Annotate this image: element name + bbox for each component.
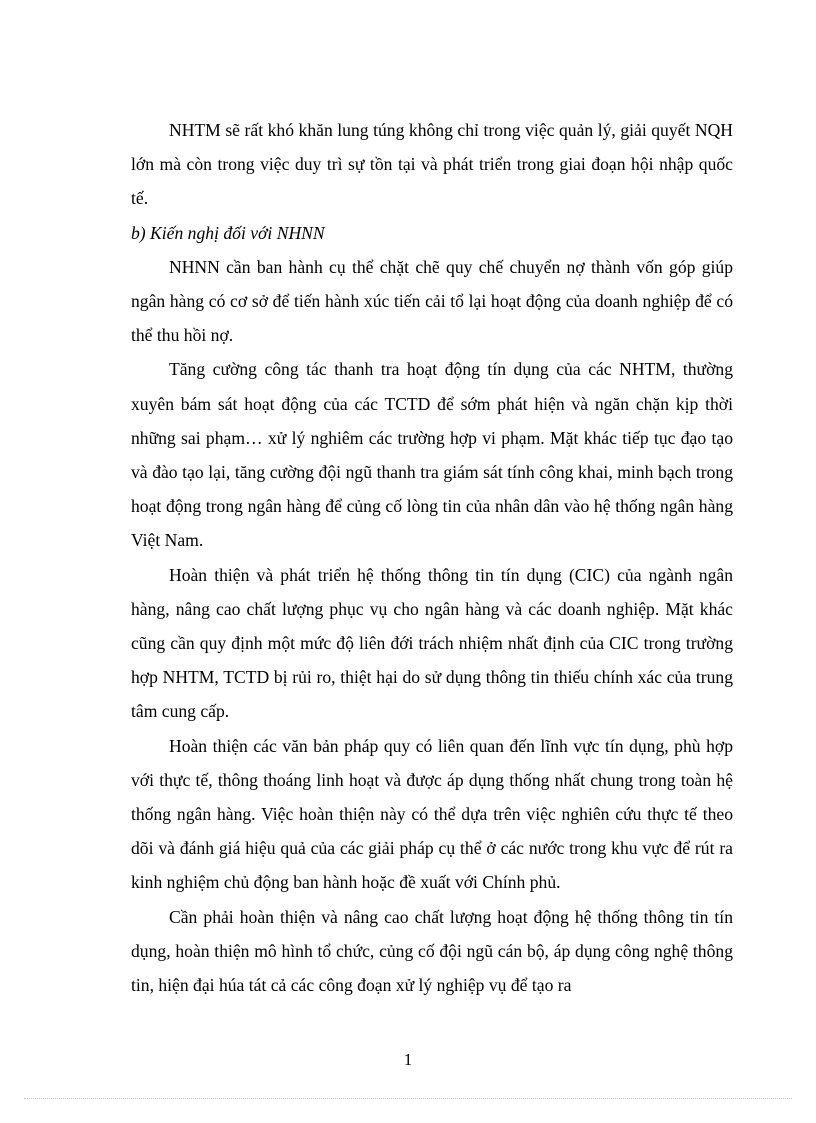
- paragraph-cic: Hoàn thiện và phát triển hệ thống thông tin tín dụng (CIC) của ngành ngân hàng, nâng cao chất lượng phục vụ cho ngân hàng và các doanh nghiệp. Mặt khác cũng cần quy định một mức độ liên đới trách nhiệm nhất định của CIC trong trường hợp NHTM, TCTD bị rủi ro, thiệt hại do sử dụng thông tin thiếu chính xác của trung tâm cung cấp.: [131, 564, 733, 722]
- page-bottom-divider: [24, 1098, 792, 1099]
- document-body: [131, 113, 733, 1002]
- paragraph-nhnn-regulation: NHNN cần ban hành cụ thể chặt chẽ quy chế chuyển nợ thành vốn góp giúp ngân hàng có cơ sở để tiến hành xúc tiến cải tổ lại hoạt động của doanh nghiệp để có thể thu hồi nợ.: [131, 256, 733, 346]
- page-number: 1: [403, 1050, 413, 1069]
- paragraph-inspection: Tăng cường công tác thanh tra hoạt động tín dụng của các NHTM, thường xuyên bám sát hoạt động của các TCTD để sớm phát hiện và ngăn chặn kịp thời những sai phạm… xử lý nghiêm các trường hợp vi phạm. Mặt khác tiếp tục đạo tạo và đào tạo lại, tăng cường đội ngũ thanh tra giám sát tính công khai, minh bạch trong hoạt động trong ngân hàng để củng cố lòng tin của nhân dân vào hệ thống ngân hàng Việt Nam.: [131, 359, 733, 551]
- paragraph-intro: NHTM sẽ rất khó khăn lung túng không chỉ trong việc quản lý, giải quyết NQH lớn mà còn trong việc duy trì sự tồn tại và phát triển trong giai đoạn hội nhập quốc tế.: [131, 120, 733, 209]
- paragraph-info-system: Cần phải hoàn thiện và nâng cao chất lượng hoạt động hệ thống thông tin tín dụng, hoàn thiện mô hình tổ chức, củng cố đội ngũ cán bộ, áp dụng công nghệ thông tin, hiện đại húa tát cả các công đoạn xử lý nghiệp vụ để tạo ra: [131, 906, 733, 996]
- paragraph-legal-documents: Hoàn thiện các văn bản pháp quy có liên quan đến lĩnh vực tín dụng, phù hợp với thực tế, thông thoáng linh hoạt và được áp dụng thống nhất chung trong toàn hệ thống ngân hàng. Việc hoàn thiện này có thể dựa trên việc nghiên cứu thực tế theo dõi và đánh giá hiệu quả của các giải pháp cụ thể ở các nước trong khu vực để rút ra kinh nghiệm chủ động ban hành hoặc đề xuất với Chính phủ.: [131, 735, 733, 893]
- section-heading: b) Kiến nghị đối với NHNN: [131, 222, 325, 243]
